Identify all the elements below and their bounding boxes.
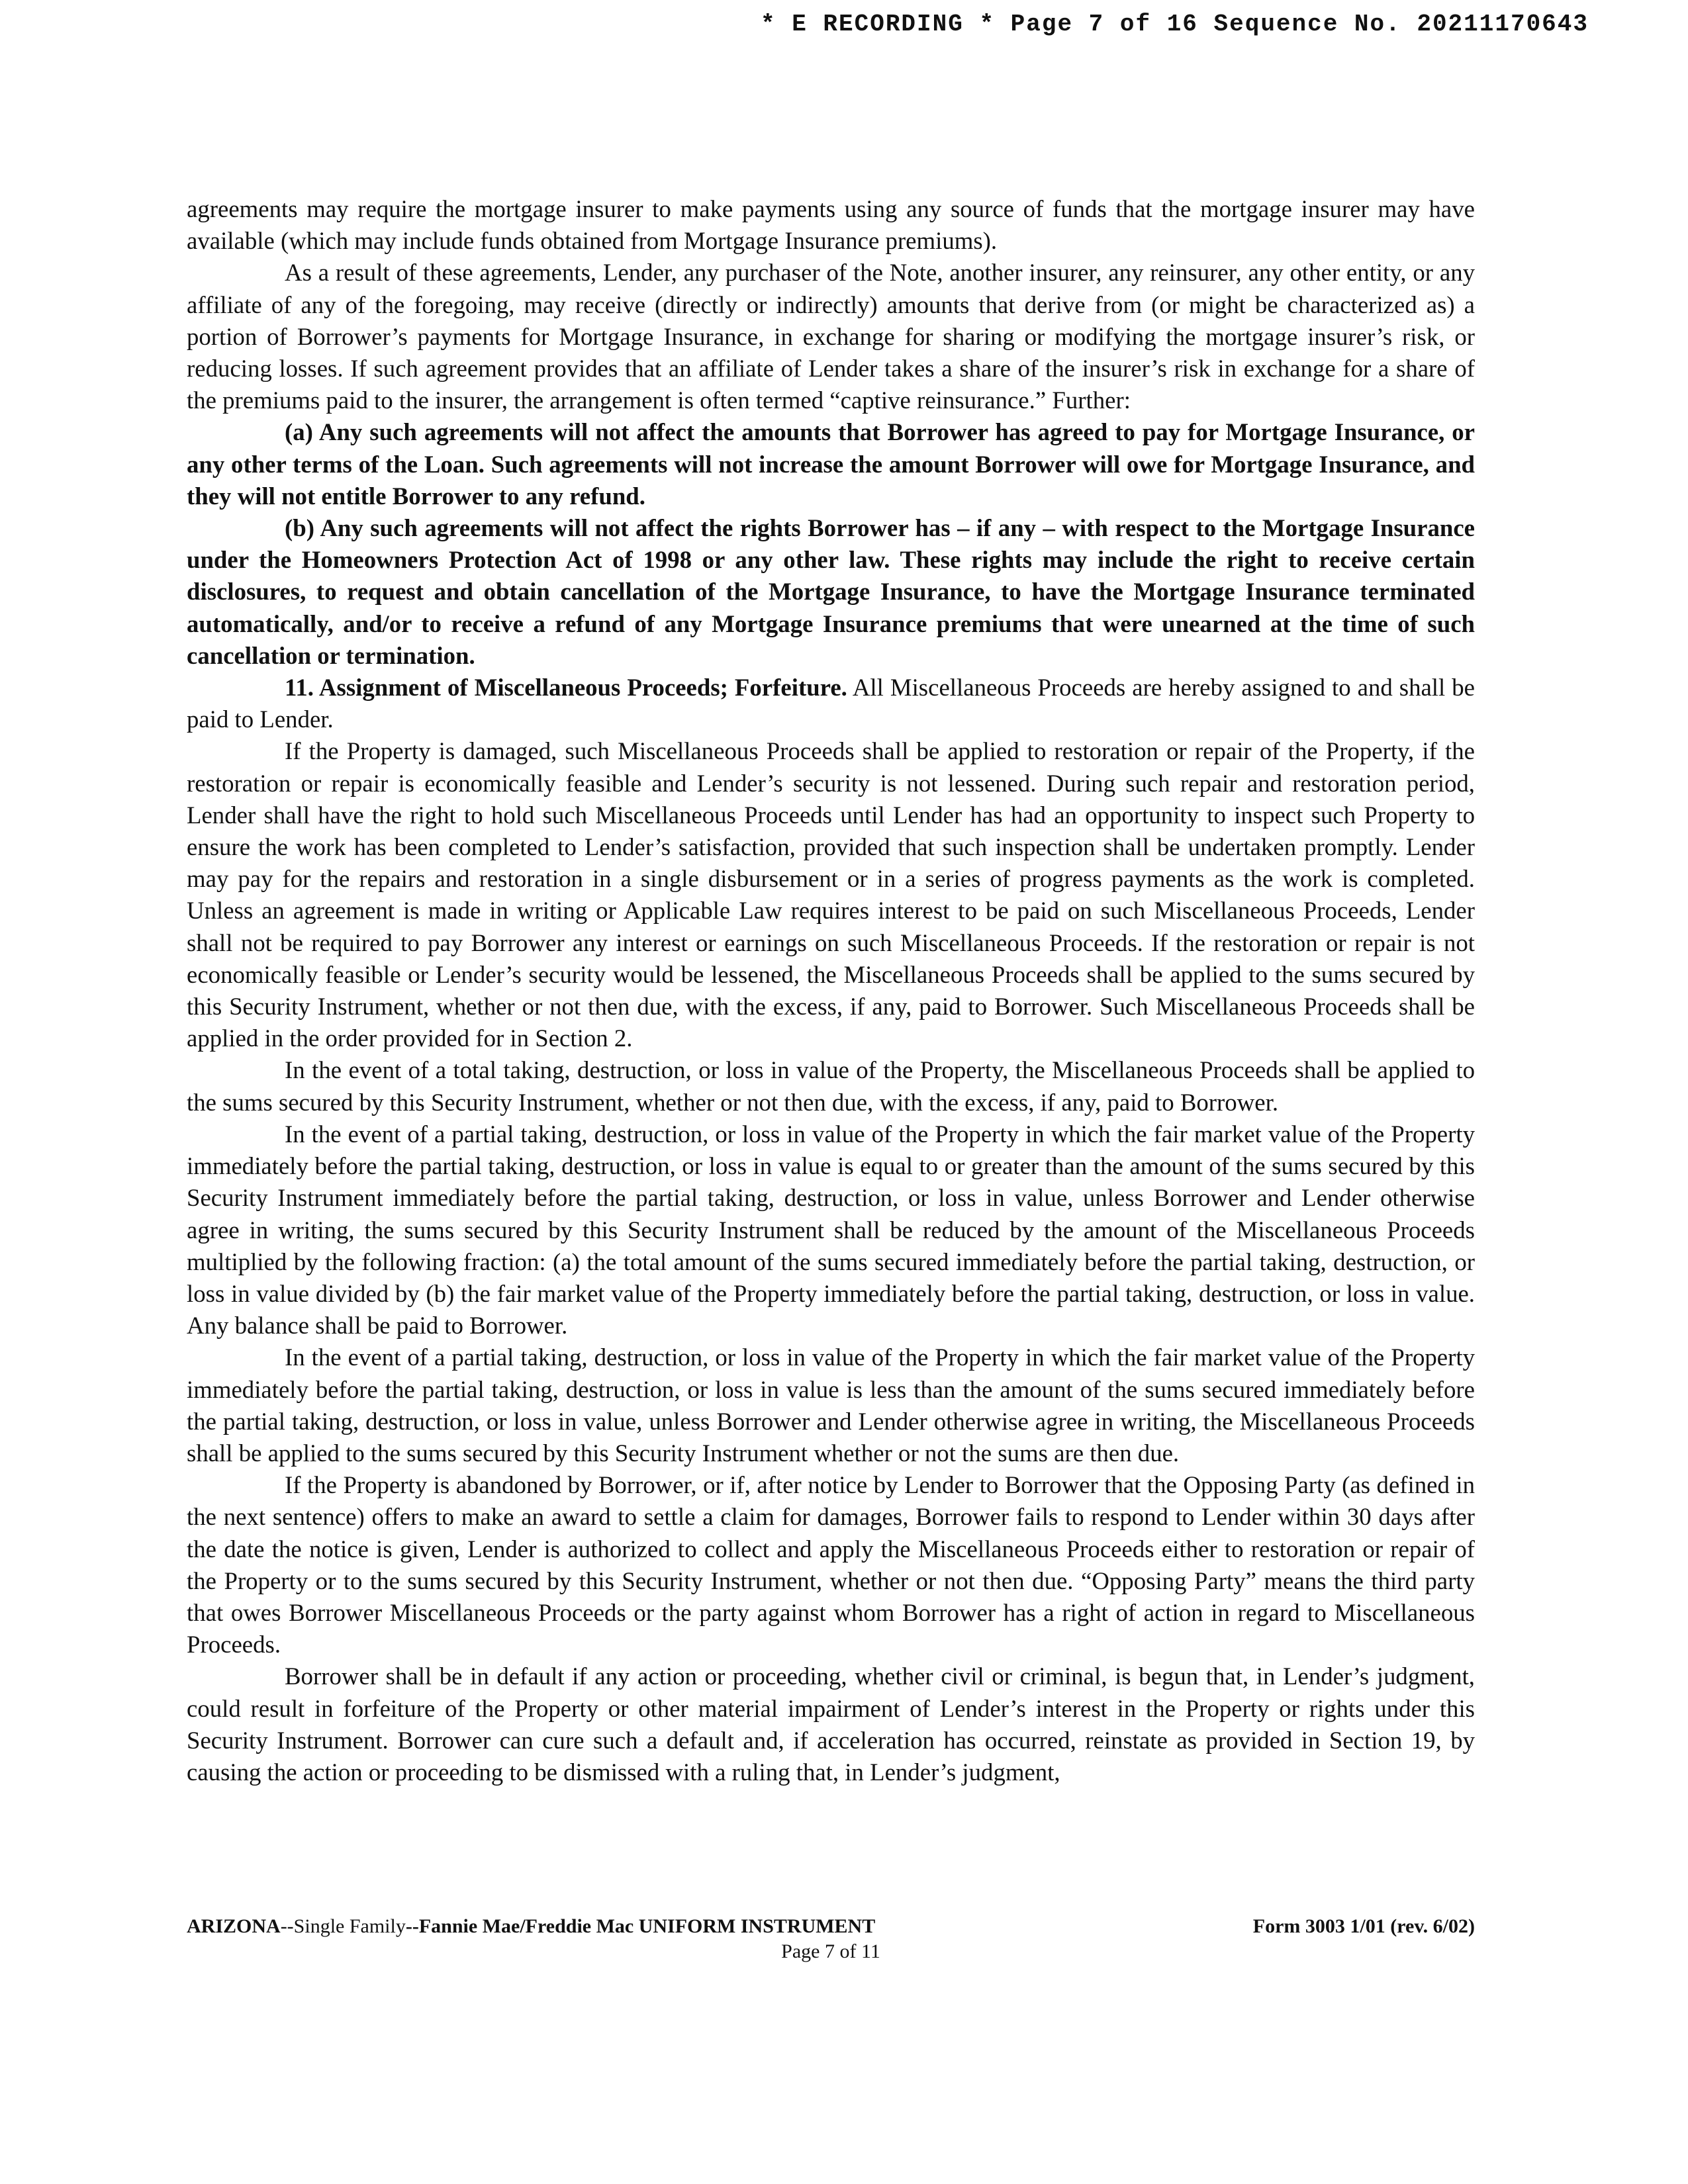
paragraph-property-damaged: If the Property is damaged, such Miscellaneous Proceeds shall be applied to restoration or repair of the Property, if the restoration or repair is economically feasible and Lender’s security is not lessened. During such repair and restoration period, Lender shall have the right to hold such Miscellaneous Proceeds until Lender has had an opportunity to inspect such Property to ensure the work has been completed to Lender’s satisfaction, provided that such inspection shall be undertaken promptly. Lender may pay for the repairs and restoration in a single disbursement or in a series of progress payments as the work is completed. Unless an agreement is made in writing or Applicable Law requires interest to be paid on such Miscellaneous Proceeds, Lender shall not be required to pay Borrower any interest or earnings on such Miscellaneous Proceeds. If the restoration or repair is not economically feasible or Lender’s security would be lessened, the Miscellaneous Proceeds shall be applied to the sums secured by this Security Instrument, whether or not then due, with the excess, if any, paid to Borrower. Such Miscellaneous Proceeds shall be applied in the order provided for in Section 2. [187, 737, 1475, 1052]
paragraph-partial-taking-less: In the event of a partial taking, destruction, or loss in value of the Property in which the fair market value of the Property immediately before the partial taking, destruction, or loss in value is less than the amount of the sums secured immediately before the partial taking, destruction, or loss in value, unless Borrower and Lender otherwise agree in writing, the Miscellaneous Proceeds shall be applied to the sums secured by this Security Instrument whether or not the sums are then due. [187, 1343, 1475, 1467]
paragraph-total-taking: In the event of a total taking, destruction, or loss in value of the Property, the Miscellaneous Proceeds shall be applied to the sums secured by this Security Instrument, whether or not then due, with the excess, if any, paid to Borrower. [187, 1056, 1475, 1116]
paragraph-abandoned: If the Property is abandoned by Borrower, or if, after notice by Lender to Borrower that the Opposing Party (as defined in the next sentence) offers to make an award to settle a claim for damages, Borrower fails to respond to Lender within 30 days after the date the notice is given, Lender is authorized to collect and apply the Miscellaneous Proceeds either to restoration or repair of the Property or to the sums secured by this Security Instrument, whether or not then due. “Opposing Party” means the third party that owes Borrower Miscellaneous Proceeds or the party against whom Borrower has a right of action in regard to Miscellaneous Proceeds. [187, 1471, 1475, 1659]
recording-stamp: * E RECORDING * Page 7 of 16 Sequence No. 20211170643 [761, 11, 1589, 38]
page-footer [187, 1914, 1475, 1964]
paragraph-clause-a: (a) Any such agreements will not affect the amounts that Borrower has agreed to pay for Mortgage Insurance, or any other terms of the Loan. Such agreements will not increase the amount Borrower will owe for Mortgage Insurance, and they will not entitle Borrower to any refund. [187, 418, 1475, 510]
paragraph-clause-b: (b) Any such agreements will not affect the rights Borrower has – if any – with respect to the Mortgage Insurance under the Homeowners Protection Act of 1998 or any other law. These rights may include the right to receive certain disclosures, to request and obtain cancellation of the Mortgage Insurance, to have the Mortgage Insurance terminated automatically, and/or to receive a refund of any Mortgage Insurance premiums that were unearned at the time of such cancellation or termination. [187, 514, 1475, 669]
document-body [187, 193, 1475, 1788]
paragraph-continuation: agreements may require the mortgage insurer to make payments using any source of funds that the mortgage insurer may have available (which may include funds obtained from Mortgage Insurance premiums). [187, 195, 1475, 255]
paragraph-section-11 [187, 672, 1475, 735]
paragraph-partial-taking-greater: In the event of a partial taking, destruction, or loss in value of the Property in which the fair market value of the Property immediately before the partial taking, destruction, or loss in value is equal to or greater than the amount of the sums secured by this Security Instrument immediately before the partial taking, destruction, or loss in value, unless Borrower and Lender otherwise agree in writing, the sums secured by this Security Instrument shall be reduced by the amount of the Miscellaneous Proceeds multiplied by the following fraction: (a) the total amount of the sums secured immediately before the partial taking, destruction, or loss in value divided by (b) the fair market value of the Property immediately before the partial taking, destruction, or loss in value. Any balance shall be paid to Borrower. [187, 1120, 1475, 1340]
footer-form-number: Form 3003 1/01 (rev. 6/02) [1252, 1915, 1475, 1937]
paragraph-captive-reinsurance: As a result of these agreements, Lender, any purchaser of the Note, another insurer, any reinsurer, any other entity, or any affiliate of any of the foregoing, may receive (directly or indirectly) amounts that derive from (or might be characterized as) a portion of Borrower’s payments for Mortgage Insurance, in exchange for sharing or modifying the mortgage insurer’s risk, or reducing losses. If such agreement provides that an affiliate of Lender takes a share of the insurer’s risk in exchange for a share of the premiums paid to the insurer, the arrangement is often termed “captive reinsurance.” Further: [187, 259, 1475, 414]
footer-page-number: Page 7 of 11 [781, 1940, 880, 1962]
section-11-heading: 11. Assignment of Miscellaneous Proceeds; Forfeiture. [285, 674, 847, 702]
paragraph-default: Borrower shall be in default if any action or proceeding, whether civil or criminal, is begun that, in Lender’s judgment, could result in forfeiture of the Property or other material impairment of Lender’s interest in the Property or rights under this Security Instrument. Borrower can cure such a default and, if acceleration has occurred, reinstate as provided in Section 19, by causing the action or proceeding to be dismissed with a ruling that, in Lender’s judgment, [187, 1662, 1475, 1786]
footer-instrument-label: ARIZONA--Single Family--Fannie Mae/Freddie Mac UNIFORM INSTRUMENT [187, 1915, 876, 1937]
section-11-text: All Miscellaneous Proceeds are hereby assigned to and shall be paid to Lender. [187, 674, 1475, 733]
